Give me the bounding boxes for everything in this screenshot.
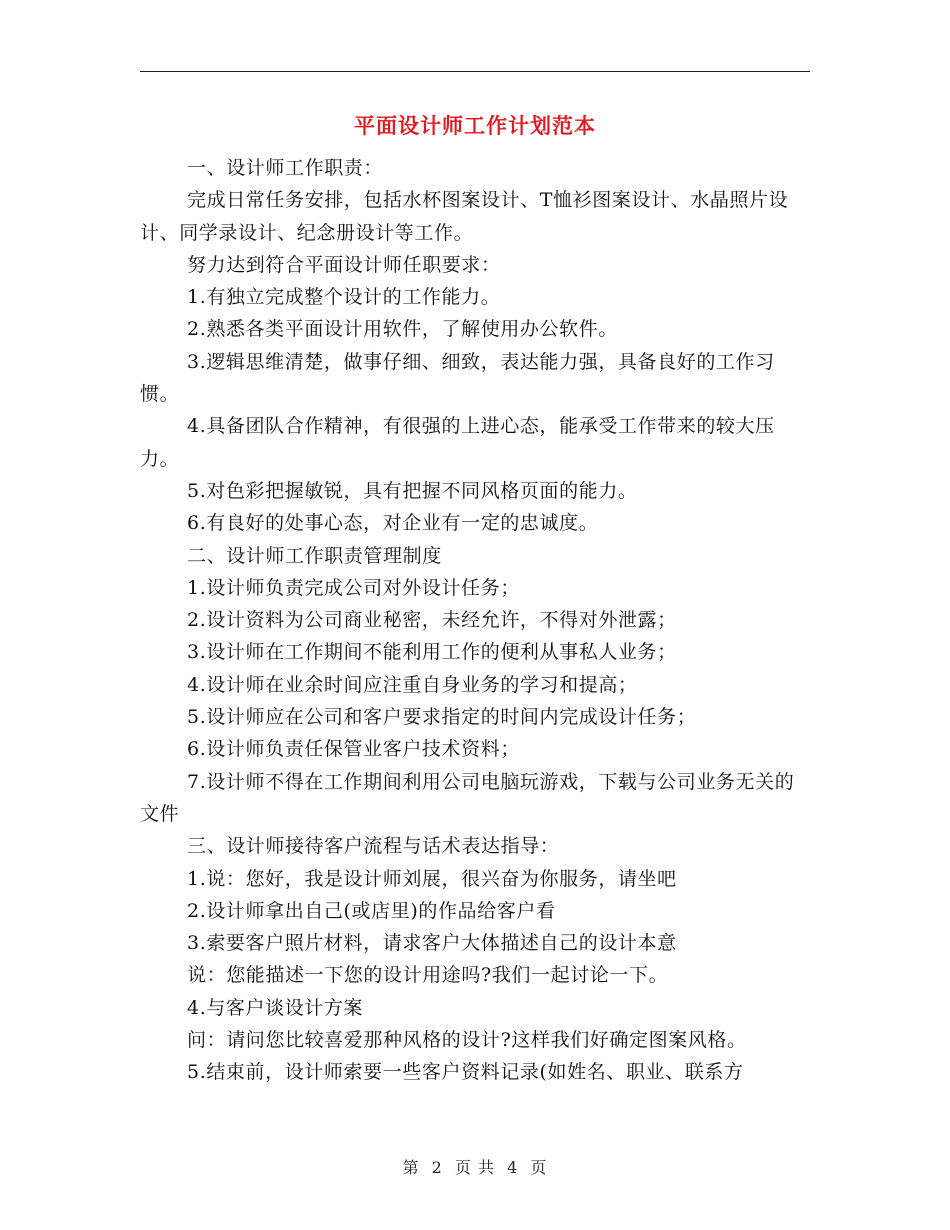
- paragraph: 5.结束前，设计师索要一些客户资料记录(如姓名、职业、联系方: [187, 1061, 744, 1084]
- paragraph: 5.对色彩把握敏锐，具有把握不同风格页面的能力。: [187, 479, 638, 502]
- paragraph: 完成日常任务安排，包括水杯图案设计、T恤衫图案设计、水晶照片设计、同学录设计、纪念册设计等工作。: [140, 189, 789, 244]
- paragraph: 3.逻辑思维清楚，做事仔细、细致，表达能力强，具备良好的工作习惯。: [140, 350, 775, 406]
- header-rule: [140, 71, 810, 72]
- paragraph: 问：请问您比较喜爱那种风格的设计?这样我们好确定图案风格。: [187, 1029, 747, 1052]
- paragraph: 7.设计师不得在工作期间利用公司电脑玩游戏，下载与公司业务无关的文件: [140, 770, 795, 825]
- page-total: 4: [507, 1158, 519, 1177]
- paragraph: 6.有良好的处事心态，对企业有一定的忠诚度。: [187, 512, 599, 535]
- paragraph: 努力达到符合平面设计师任职要求：: [187, 253, 501, 276]
- paragraph: 2.设计资料为公司商业秘密，未经允许，不得对外泄露；: [187, 609, 677, 632]
- document-title: 平面设计师工作计划范本: [354, 113, 596, 138]
- paragraph: 1.有独立完成整个设计的工作能力。: [187, 286, 501, 309]
- paragraph: 2.熟悉各类平面设计用软件，了解使用办公软件。: [187, 318, 618, 341]
- footer-middle: 页 共: [454, 1158, 496, 1177]
- paragraph: 一、设计师工作职责：: [187, 157, 384, 179]
- paragraph: 三、设计师接待客户流程与话术表达指导：: [187, 835, 560, 858]
- paragraph: 6.设计师负责任保管业客户技术资料；: [187, 738, 520, 761]
- paragraph: 3.设计师在工作期间不能利用工作的便利从事私人业务；: [187, 641, 677, 664]
- paragraph: 1.设计师负责完成公司对外设计任务；: [187, 576, 520, 599]
- paragraph: 说：您能描述一下您的设计用途吗?我们一起讨论一下。: [187, 964, 669, 987]
- page-footer: [0, 1155, 950, 1178]
- footer-prefix: 第: [402, 1158, 420, 1177]
- paragraph: 3.索要客户照片材料，请求客户大体描述自己的设计本意: [187, 932, 677, 955]
- footer-suffix: 页: [530, 1158, 548, 1177]
- paragraph: 4.与客户谈设计方案: [187, 996, 364, 1019]
- paragraph: 5.设计师应在公司和客户要求指定的时间内完成设计任务；: [187, 706, 697, 729]
- page-number: 2: [431, 1158, 443, 1177]
- paragraph: 4.设计师在业余时间应注重自身业务的学习和提高；: [187, 673, 638, 696]
- paragraph: 二、设计师工作职责管理制度: [187, 544, 442, 567]
- paragraph: 1.说：您好，我是设计师刘展，很兴奋为你服务，请坐吧: [187, 867, 677, 890]
- paragraph: 2.设计师拿出自己(或店里)的作品给客户看: [187, 899, 556, 922]
- document-body: [140, 152, 810, 1089]
- paragraph: 4.具备团队合作精神，有很强的上进心态，能承受工作带来的较大压力。: [140, 415, 775, 470]
